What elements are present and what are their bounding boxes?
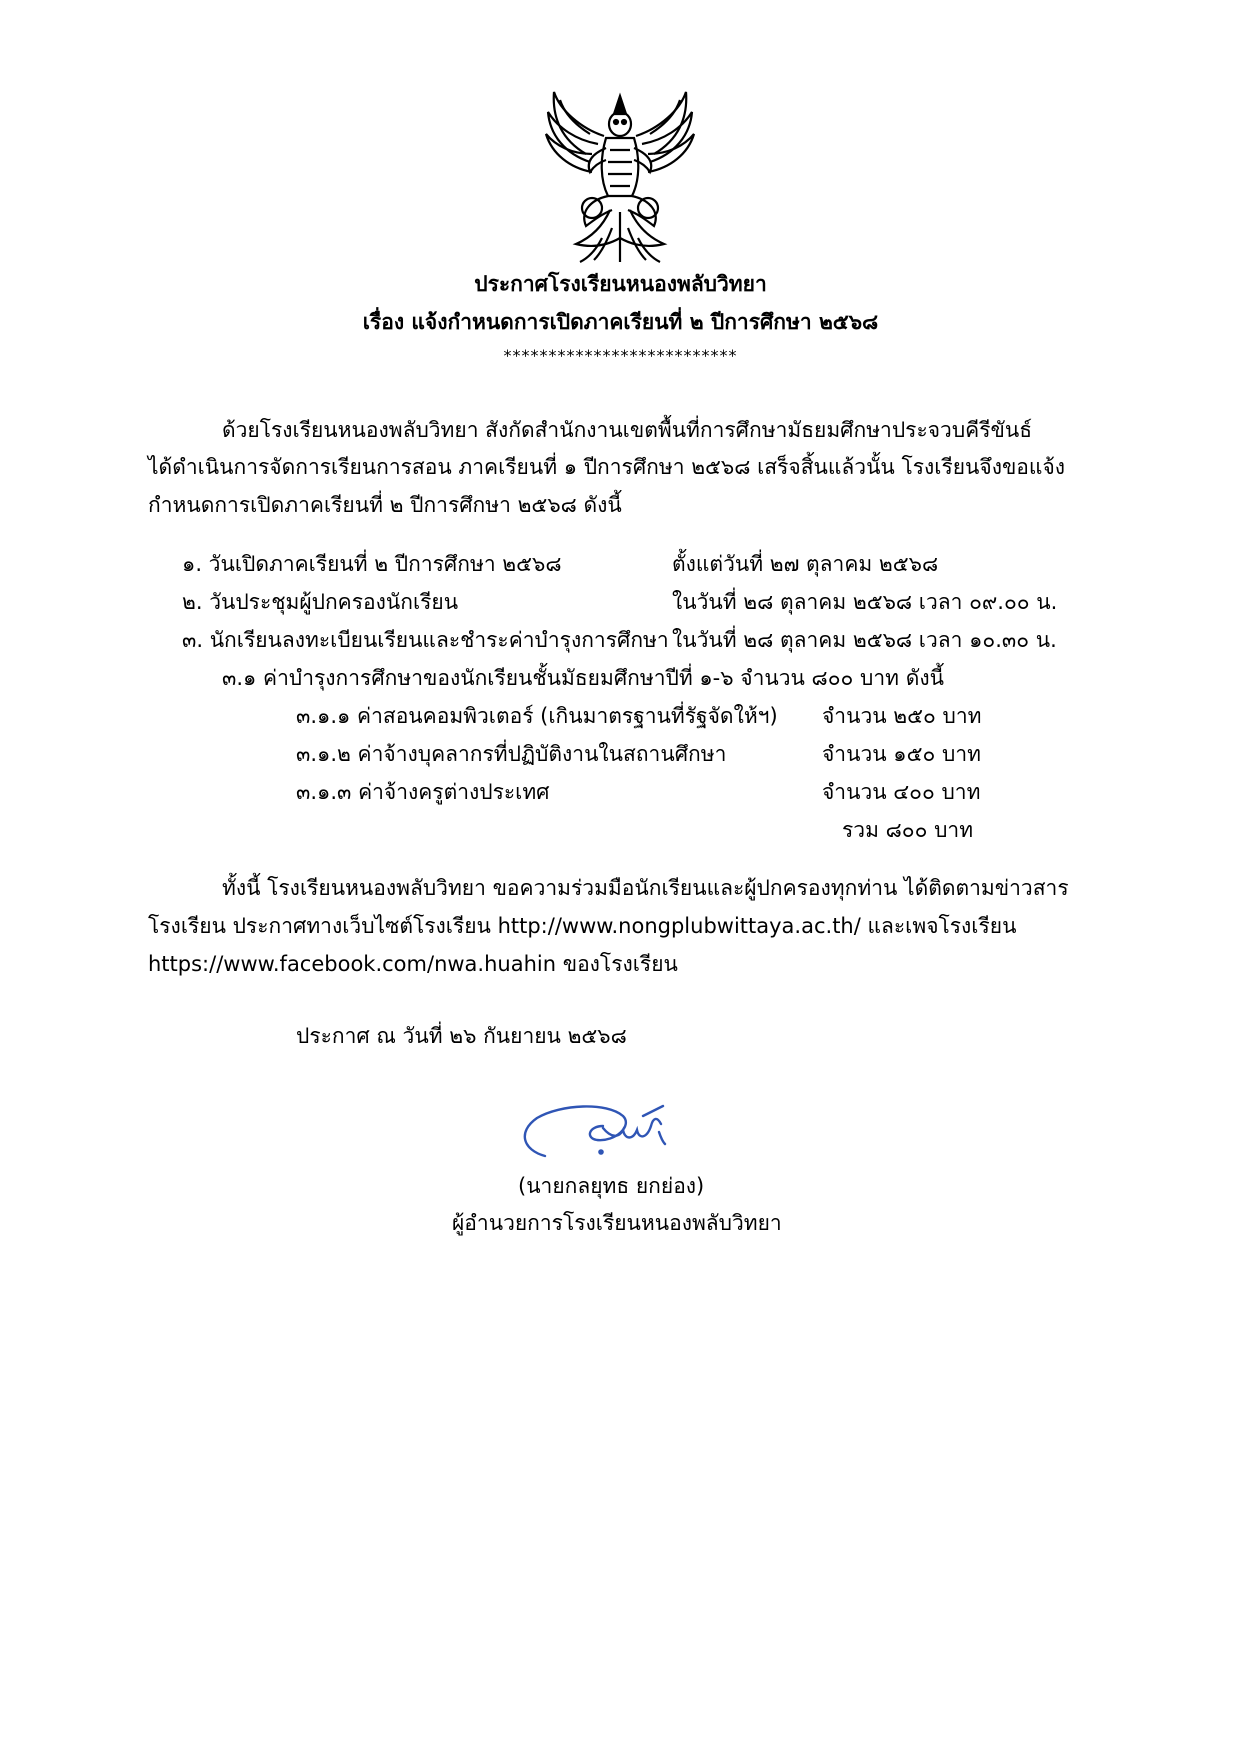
fees-heading: ๓.๑ ค่าบำรุงการศึกษาของนักเรียนชั้นมัธยมศึกษาปีที่ ๑-๖ จำนวน ๘๐๐ บาท ดังนี้ <box>222 666 944 690</box>
fee-row-3-label: ๓.๑.๓ ค่าจ้างครูต่างประเทศ <box>296 780 550 804</box>
intro-line-1: ด้วยโรงเรียนหนองพลับวิทยา สังกัดสำนักงานเขตพื้นที่การศึกษามัธยมศึกษาประจวบคีรีขันธ์ <box>222 418 1033 442</box>
fee-total: รวม ๘๐๐ บาท <box>842 818 974 842</box>
intro-line-2: ได้ดำเนินการจัดการเรียนการสอน ภาคเรียนที่ ๑ ปีการศึกษา ๒๕๖๘ เสร็จสิ้นแล้วนั้น โรงเรียนจึงขอแจ้ง <box>148 455 1066 479</box>
item-1-label: ๑. วันเปิดภาคเรียนที่ ๒ ปีการศึกษา ๒๕๖๘ <box>182 552 562 576</box>
item-2-label: ๒. วันประชุมผู้ปกครองนักเรียน <box>182 590 459 614</box>
handwritten-signature <box>515 1098 695 1170</box>
intro-line-3: กำหนดการเปิดภาคเรียนที่ ๒ ปีการศึกษา ๒๕๖๘ ดังนี้ <box>148 493 622 517</box>
signatory-name: (นายกลยุทธ ยกย่อง) <box>518 1174 705 1198</box>
fee-row-3-amount: จำนวน ๔๐๐ บาท <box>822 780 981 804</box>
fee-row-1-amount: จำนวน ๒๕๐ บาท <box>822 704 982 728</box>
closing-line-3: https://www.facebook.com/nwa.huahin ของโรงเรียน <box>148 952 678 976</box>
item-1-date: ตั้งแต่วันที่ ๒๗ ตุลาคม ๒๕๖๘ <box>672 552 939 576</box>
item-2-date: ในวันที่ ๒๘ ตุลาคม ๒๕๖๘ เวลา ๐๙.๐๐ น. <box>672 590 1058 614</box>
title-separator: ************************** <box>503 346 738 365</box>
closing-line-2: โรงเรียน ประกาศทางเว็บไซต์โรงเรียน http://www.nongplubwittaya.ac.th/ และเพจโรงเรียน <box>148 914 1017 938</box>
garuda-emblem-icon <box>540 88 700 268</box>
fee-row-2-amount: จำนวน ๑๕๐ บาท <box>822 742 981 766</box>
announcement-subject: เรื่อง แจ้งกำหนดการเปิดภาคเรียนที่ ๒ ปีการศึกษา ๒๕๖๘ <box>362 310 879 334</box>
closing-line-1: ทั้งนี้ โรงเรียนหนองพลับวิทยา ขอความร่วมมือนักเรียนและผู้ปกครองทุกท่าน ได้ติดตามข่าวสาร <box>222 876 1069 900</box>
item-3-label: ๓. นักเรียนลงทะเบียนเรียนและชำระค่าบำรุงการศึกษา <box>182 628 669 652</box>
signatory-position: ผู้อำนวยการโรงเรียนหนองพลับวิทยา <box>452 1211 782 1235</box>
announcement-title: ประกาศโรงเรียนหนองพลับวิทยา <box>474 272 767 296</box>
item-3-date: ในวันที่ ๒๘ ตุลาคม ๒๕๖๘ เวลา ๑๐.๓๐ น. <box>672 628 1057 652</box>
fee-row-1-label: ๓.๑.๑ ค่าสอนคอมพิวเตอร์ (เกินมาตรฐานที่รัฐจัดให้ฯ) <box>296 704 778 728</box>
announce-date: ประกาศ ณ วันที่ ๒๖ กันยายน ๒๕๖๘ <box>296 1024 627 1048</box>
fee-row-2-label: ๓.๑.๒ ค่าจ้างบุคลากรที่ปฏิบัติงานในสถานศึกษา <box>296 742 727 766</box>
